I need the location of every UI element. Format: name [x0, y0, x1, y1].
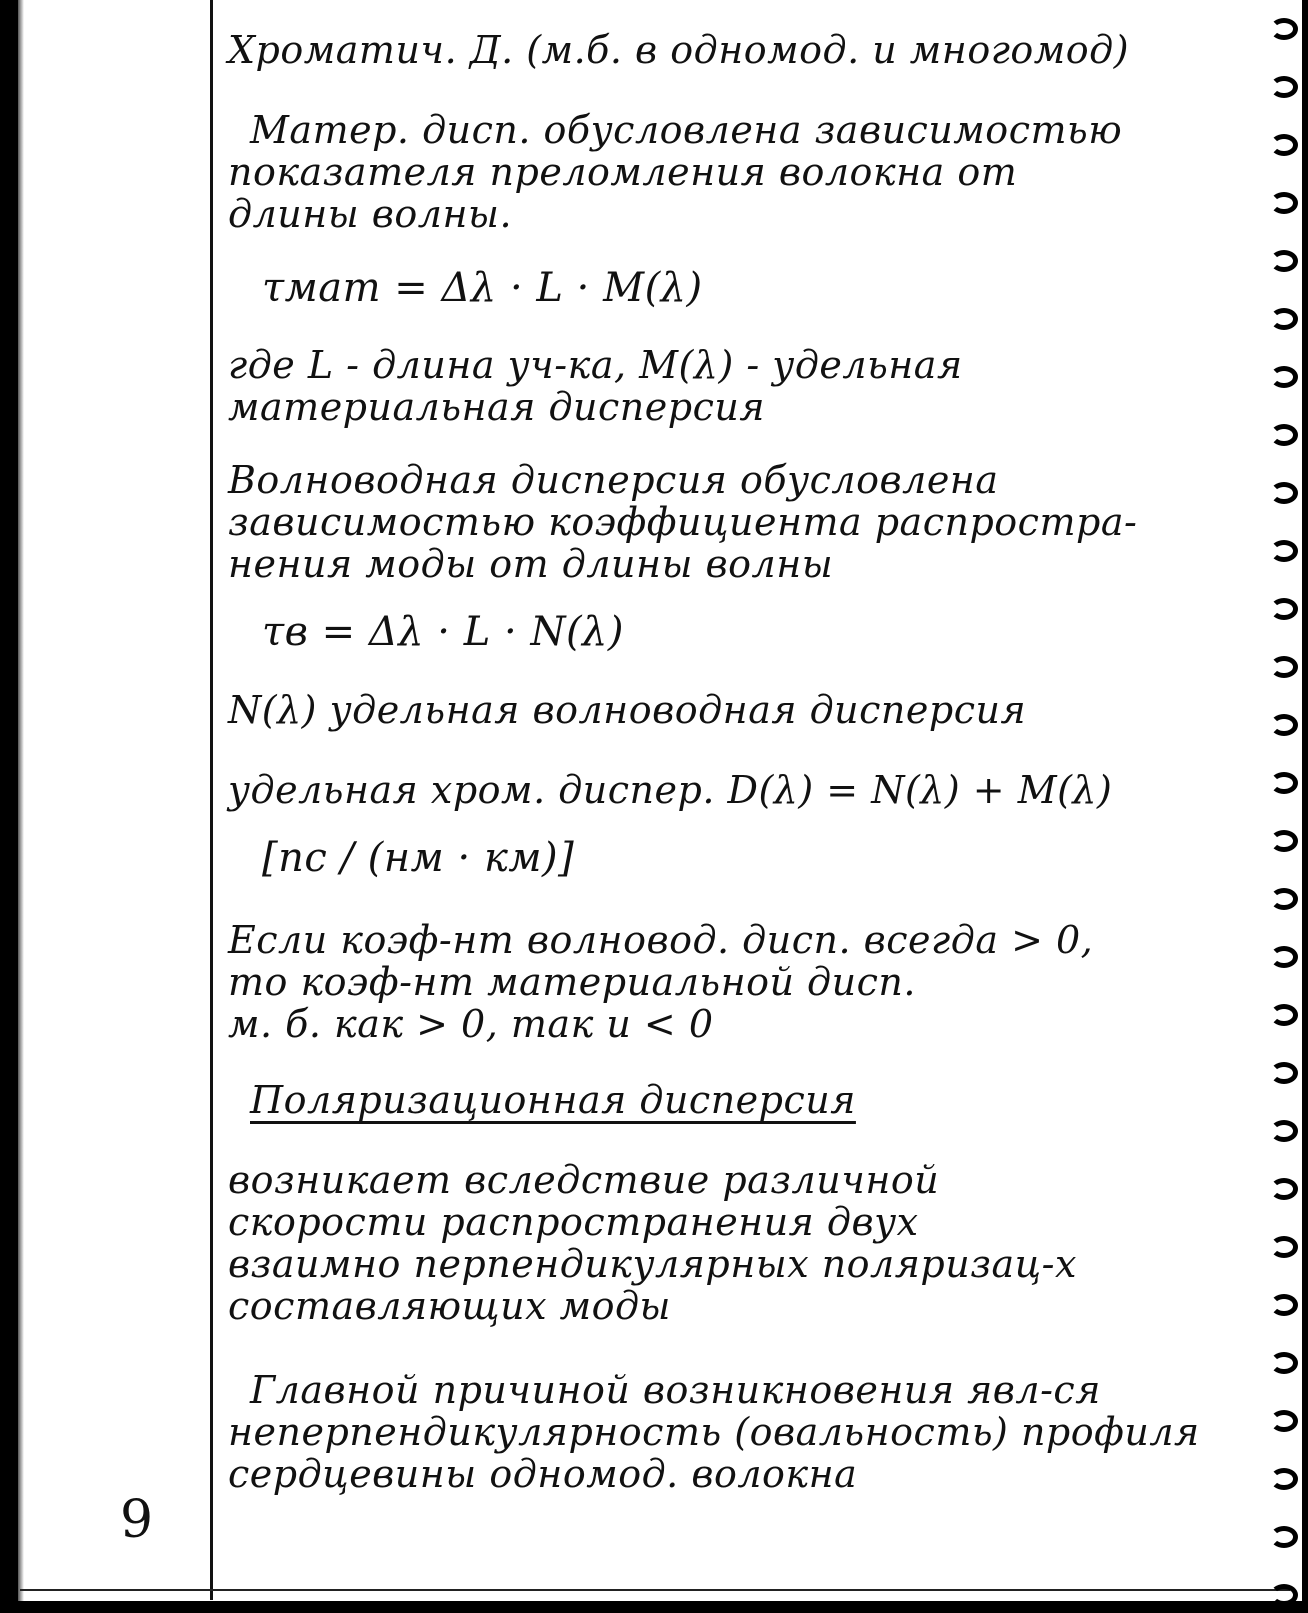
note-line: где L - длина уч-ка, M(λ) - удельная [228, 343, 963, 387]
page-right-edge [1302, 0, 1308, 1613]
spiral-ring [1270, 308, 1298, 330]
formula-waveguide-dispersion: τв = Δλ · L · N(λ) [262, 609, 625, 655]
spiral-ring [1270, 1178, 1298, 1200]
note-line: составляющих моды [228, 1284, 671, 1328]
note-line: зависимостью коэффициента распростра- [228, 500, 1138, 544]
note-line-heading: Хроматич. Д. (м.б. в одномод. и многомод) [228, 28, 1130, 72]
note-line: неперпендикулярность (овальность) профиля [228, 1410, 1200, 1454]
note-line: м. б. как > 0, так и < 0 [228, 1002, 714, 1046]
margin-line [210, 0, 213, 1600]
spiral-ring [1270, 134, 1298, 156]
spiral-ring [1270, 1004, 1298, 1026]
note-line: сердцевины одномод. волокна [228, 1452, 858, 1496]
spiral-ring [1270, 946, 1298, 968]
note-line: Волноводная дисперсия обусловлена [228, 458, 999, 502]
note-line: длины волны. [228, 192, 513, 236]
note-line: показателя преломления волокна от [228, 150, 1018, 194]
spiral-ring [1270, 598, 1298, 620]
spiral-ring [1270, 714, 1298, 736]
spiral-ring [1270, 1294, 1298, 1316]
spiral-ring [1270, 366, 1298, 388]
note-line: Если коэф-нт волновод. дисп. всегда > 0, [228, 918, 1094, 962]
formula-material-dispersion: τмат = Δλ · L · M(λ) [262, 265, 703, 311]
spiral-ring [1270, 1468, 1298, 1490]
spiral-ring [1270, 192, 1298, 214]
spiral-ring [1270, 1120, 1298, 1142]
note-line: то коэф-нт материальной дисп. [228, 960, 916, 1004]
note-line: Главной причиной возникновения явл-ся [250, 1368, 1101, 1412]
spiral-ring [1270, 656, 1298, 678]
note-line: нения моды от длины волны [228, 542, 834, 586]
note-line: возникает вследствие различной [228, 1158, 940, 1202]
note-line: удельная хром. диспер. D(λ) = N(λ) + M(λ) [228, 768, 1113, 812]
note-line: скорости распространения двух [228, 1200, 919, 1244]
spiral-ring [1270, 1410, 1298, 1432]
spiral-ring [1270, 18, 1298, 40]
spiral-ring [1270, 1584, 1298, 1606]
spiral-ring [1270, 250, 1298, 272]
spiral-ring [1270, 1062, 1298, 1084]
spiral-ring [1270, 830, 1298, 852]
page-left-edge [0, 0, 18, 1613]
spiral-ring [1270, 76, 1298, 98]
page-bottom-edge [0, 1601, 1308, 1613]
spiral-ring [1270, 1352, 1298, 1374]
bottom-ruled-line [20, 1589, 1290, 1591]
spiral-ring [1270, 540, 1298, 562]
spiral-ring [1270, 772, 1298, 794]
spiral-ring [1270, 1236, 1298, 1258]
page-number: 9 [120, 1490, 154, 1550]
spiral-ring [1270, 482, 1298, 504]
spiral-ring [1270, 888, 1298, 910]
note-line: N(λ) удельная волноводная дисперсия [228, 688, 1027, 732]
note-line: материальная дисперсия [228, 385, 765, 429]
spiral-binding [1266, 0, 1300, 1613]
note-line: взаимно перпендикулярных поляризац-х [228, 1242, 1077, 1286]
spiral-ring [1270, 1526, 1298, 1548]
spiral-ring [1270, 424, 1298, 446]
section-heading-polarization: Поляризационная дисперсия [250, 1078, 856, 1122]
note-line: Матер. дисп. обусловлена зависимостью [250, 108, 1123, 152]
units-line: [пс / (нм · км)] [262, 835, 575, 881]
